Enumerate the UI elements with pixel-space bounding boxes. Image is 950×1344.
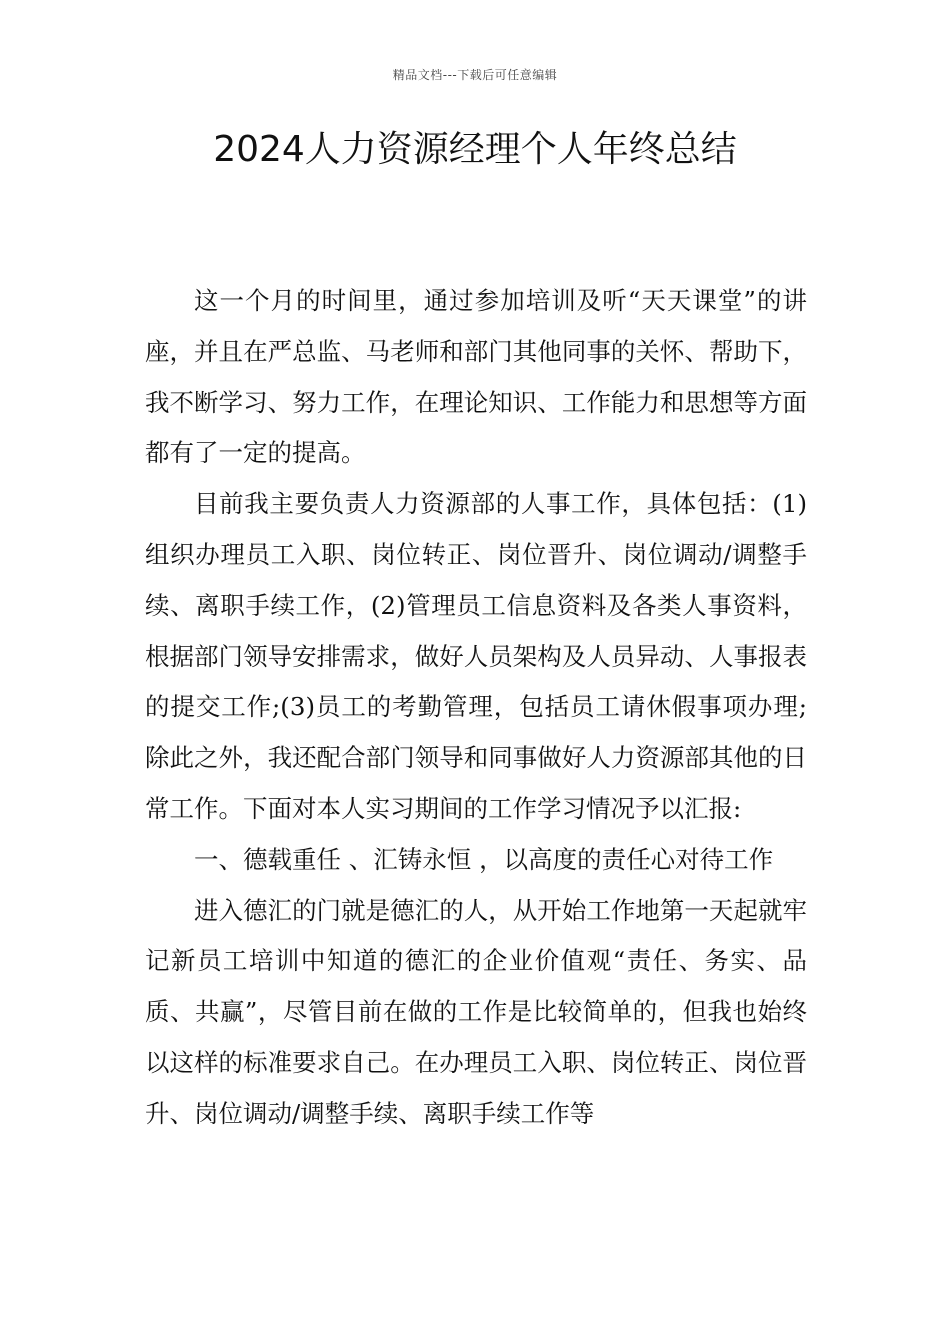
paragraph-section-1: 进入德汇的门就是德汇的人，从开始工作地第一天起就牢记新员工培训中知道的德汇的企业价值观“责任、务实、品质、共赢”，尽管目前在做的工作是比较简单的，但我也始终以这样的标准要求自己。在办理员工入职、岗位转正、岗位晋升、岗位调动/调整手续、离职手续工作等 xyxy=(145,895,807,1128)
paragraph-responsibilities: 目前我主要负责人力资源部的人事工作，具体包括：(1)组织办理员工入职、岗位转正、岗位晋升、岗位调动/调整手续、离职手续工作，(2)管理员工信息资料及各类人事资料，根据部门领导安排需求，做好人员架构及人员异动、人事报表的提交工作;(3)员工的考勤管理，包括员工请休假事项办理;除此之外，我还配合部门领导和同事做好人力资源部其他的日常工作。下面对本人实习期间的工作学习情况予以汇报: xyxy=(145,489,807,823)
document-title: 2024人力资源经理个人年终总结 xyxy=(213,129,737,170)
paragraph-intro: 这一个月的时间里，通过参加培训及听“天天课堂”的讲座，并且在严总监、马老师和部门其他同事的关怀、帮助下，我不断学习、努力工作，在理论知识、工作能力和思想等方面都有了一定的提高。 xyxy=(145,286,807,468)
header-note: 精品文档---下载后可任意编辑 xyxy=(392,68,558,82)
section-heading-1: 一、德载重任 、汇铸永恒 ，以高度的责任心对待工作 xyxy=(194,844,774,874)
document-body xyxy=(145,276,807,1140)
